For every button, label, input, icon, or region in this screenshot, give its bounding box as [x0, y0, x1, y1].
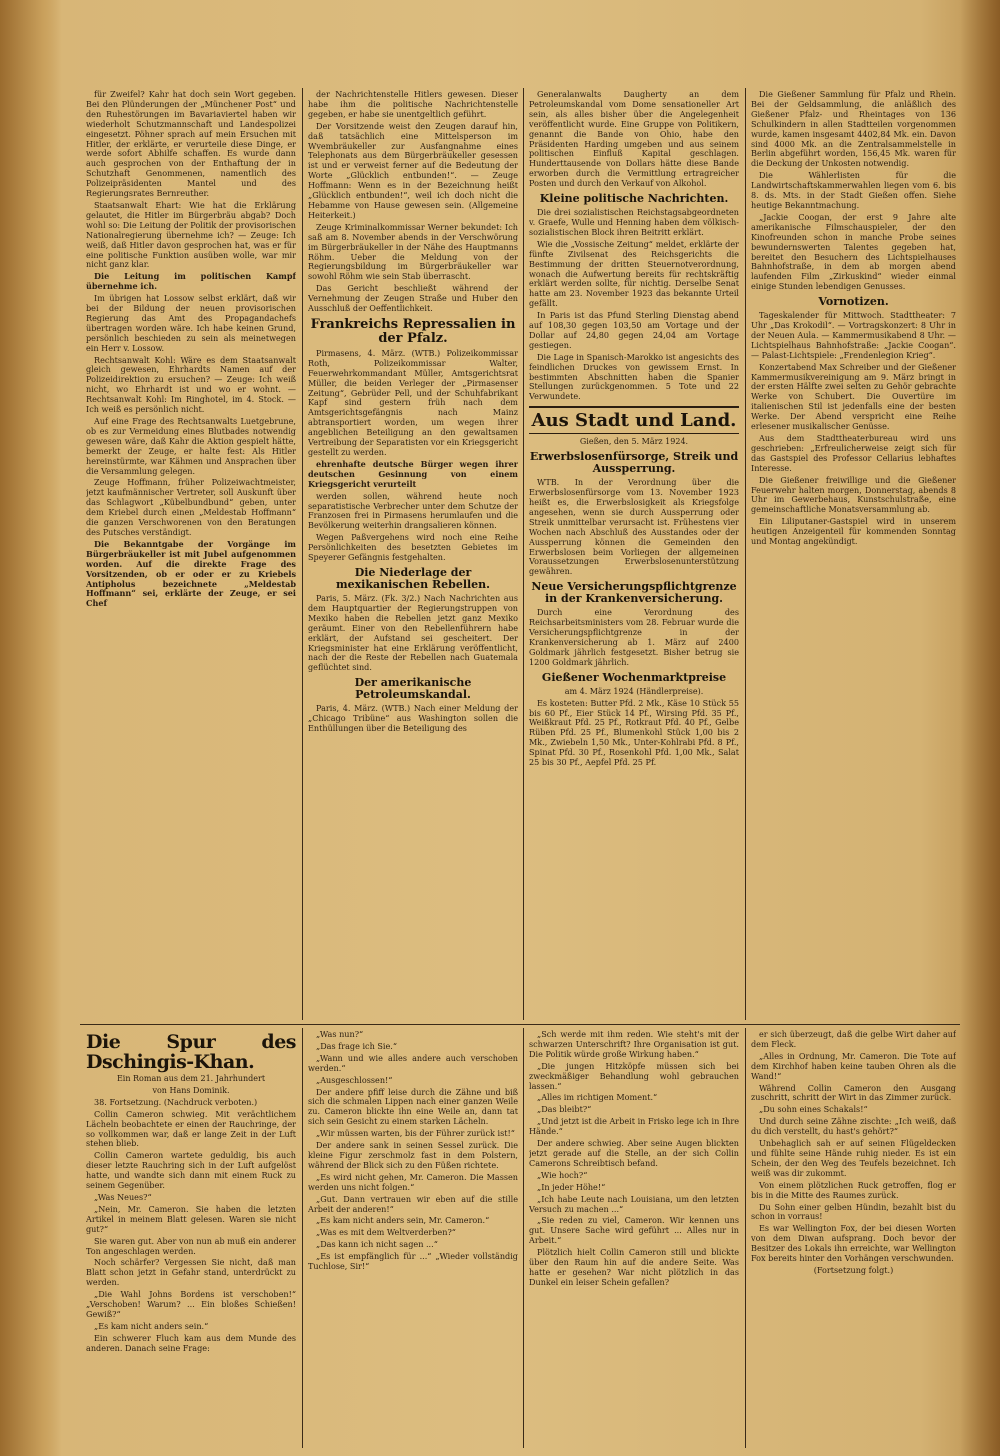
serial-paragraph: Es war Wellington Fox, der bei diesen Worten von dem Diwan aufsprang. Doch bevor der Besitzer des Lokals ihn erreichte, war Wellington Fox bereits hinter den Vorhängen verschwunden. — [751, 1223, 956, 1264]
article-paragraph: werden sollen, während heute noch separatistische Verbrecher unter dem Schutze der Franzosen frei in Pirmasens herumlaufen und die Bevölkerung weiterhin drangsalieren können. — [308, 490, 518, 531]
article-paragraph: Die Gießener freiwillige und die Gießener Feuerwehr halten morgen, Donnerstag, abends 8 Uhr im Gewerbehaus, Kunstschulstraße, eine gemeinschaftliche Monatsversammlung ab. — [751, 474, 956, 515]
page-edge-right — [960, 0, 1000, 1456]
serial-paragraph: „Es kam nicht anders sein, Mr. Cameron.“ — [316, 1215, 490, 1226]
serial-paragraph: „Und jetzt ist die Arbeit in Frisko lege ich in Ihre Hände.“ — [529, 1116, 739, 1137]
serial-paragraph: „Ich habe Leute nach Louisiana, um den letzten Versuch zu machen ...“ — [529, 1193, 739, 1214]
serial-paragraph: Ein schwerer Fluch kam aus dem Munde des anderen. Danach seine Frage: — [86, 1332, 296, 1353]
serial-column-3 — [529, 1030, 739, 1448]
article-heading: Neue Versicherungspflichtgrenze in der Krankenversicherung. — [531, 580, 737, 606]
serial-installment: 38. Fortsetzung. (Nachdruck verboten.) — [94, 1096, 258, 1107]
serial-paragraph: „Wir müssen warten, bis der Führer zurück ist!“ — [316, 1128, 515, 1139]
article-paragraph: Auf eine Frage des Rechtsanwalts Luetgebrune, ob es zur Vermeidung eines Blutbades notwendig gewesen wäre, daß Kahr die Aktion gespielt hätte, bemerkt der Zeuge, er halte fest: Als Hitler hereinstürmte, war Kähmen und Ansprachen über die Versammlung gelegen. — [86, 416, 296, 476]
article-paragraph: Im übrigen hat Lossow selbst erklärt, daß wir bei der Bildung der neuen provisorischen Regierung das Amt des Propagandachefs übertragen worden wäre. Ich habe keinen Grund, persönlich beschieden zu sein als meinetwegen ein Herr v. Lossow. — [86, 293, 296, 353]
serial-paragraph: „Nein, Mr. Cameron. Sie haben die letzten Artikel in meinem Blatt gelesen. Waren sie nicht gut?“ — [86, 1203, 296, 1234]
column-rule — [302, 88, 303, 1020]
column-4 — [751, 90, 956, 1020]
section-heading: Aus Stadt und Land. — [529, 406, 739, 434]
column-rule — [523, 88, 524, 1020]
serial-paragraph: Collin Cameron wartete geduldig, bis auch dieser letzte Rauchring sich in der Luft aufgelöst hatte, und wandte sich dann mit einem Ruck zu seinem Gegenüber. — [86, 1150, 296, 1191]
column-3 — [529, 90, 739, 1020]
article-paragraph: In Paris ist das Pfund Sterling Dienstag abend auf 108,30 gegen 103,50 am Vortage und der Dollar auf 24,80 gegen 24,04 am Vortage gestiegen. — [529, 310, 739, 350]
serial-continuation: (Fortsetzung folgt.) — [813, 1264, 894, 1275]
article-paragraph: Pirmasens, 4. März. (WTB.) Polizeikommissar Roth, Polizeikommissar Walter, Feuerwehrkommandant Müller, Amtsgerichtsrat Müller, die beiden Verleger der „Pirmasenser Zeitung“, Gebrüder Pell, und der Schuhfabrikant Kapf sind gestern früh nach dem Amtsgerichtsgefängnis nach Mainz abtransportiert worden, um wegen ihrer angeblichen Beteiligung an den gewaltsamen Vertreibung der Separatisten vor ein Kriegsgericht gestellt zu werden. — [308, 347, 518, 457]
serial-paragraph: er sich überzeugt, daß die gelbe Wirt daher auf dem Fleck. — [751, 1030, 956, 1049]
article-paragraph: Die drei sozialistischen Reichstagsabgeordneten v. Graefe, Wulle und Henning haben dem völkisch-sozialistischen Block ihren Beitritt erklärt. — [529, 207, 739, 237]
serial-paragraph: Der andere pfiff leise durch die Zähne und biß sich die schmalen Lippen nach einer ganzen Weile zu. Cameron blickte ihn eine Weile an, dann tat sich sein Gesicht zu einem starken Lächeln. — [308, 1086, 518, 1127]
serial-paragraph: „Gut. Dann vertrauen wir eben auf die stille Arbeit der anderen!“ — [308, 1193, 518, 1214]
column-rule — [523, 1028, 524, 1448]
article-heading: Frankreichs Repressalien in der Pfalz. — [310, 316, 516, 346]
serial-paragraph: „Alles in Ordnung, Mr. Cameron. Die Tote auf dem Kirchhof haben keine tauben Ohren als die Wand!“ — [751, 1050, 956, 1081]
serial-paragraph: „Sie reden zu viel, Cameron. Wir kennen uns gut. Unsere Sache wird geführt ... Alles nur in Arbeit.“ — [529, 1215, 739, 1246]
serial-column-4 — [751, 1030, 956, 1448]
serial-paragraph: „Es kam nicht anders sein.“ — [94, 1320, 209, 1331]
article-heading: Gießener Wochenmarktpreise — [541, 670, 727, 684]
feuilleton-rule — [80, 1024, 960, 1025]
article-paragraph: Wegen Paßvergehens wird noch eine Reihe Persönlichkeiten des besetzten Gebietes im Speyerer Gefängnis festgehalten. — [308, 532, 518, 563]
article-paragraph: Das Gericht beschließt während der Vernehmung der Zeugen Straße und Huber den Ausschluß der Oeffentlichkeit. — [308, 283, 518, 314]
article-subheading: am 4. März 1924 (Händlerpreise). — [564, 686, 704, 696]
column-1 — [86, 90, 296, 1020]
serial-paragraph: Du Sohn einer gelben Hündin, bezahlt bist du schon in vorraus! — [751, 1201, 956, 1222]
serial-paragraph: Unbehaglich sah er auf seinen Flügeldecken und fühlte seine Hände ruhig nieder. Es ist ein Schein, der den Weg des Teufels bezeichnet. Ich weiß was dir zukommt. — [751, 1138, 956, 1178]
article-heading: Vornotizen. — [818, 295, 889, 309]
article-paragraph: Wie die „Vossische Zeitung“ meldet, erklärte der fünfte Zivilsenat des Reichsgerichts die Bestimmung der dritten Steuernotverordnung, wonach die Aufwertung bereits für rechtskräftig erklärt werden sollte, für nichtig. Derselbe Senat hatte am 23. November 1923 das bekannte Urteil gefällt. — [529, 238, 739, 309]
serial-title: Die Spur des Dschingis-Khan. — [86, 1031, 296, 1073]
article-paragraph: ehrenhafte deutsche Bürger wegen ihrer deutschen Gesinnung von einem Kriegsgericht verurteilt — [308, 458, 518, 489]
serial-paragraph: „Was nun?“ — [316, 1030, 364, 1039]
article-paragraph: Staatsanwalt Ehart: Wie hat die Erklärung gelautet, die Hitler im Bürgerbräu abgab? Doch wohl so: Die Leitung der Politik der provisorischen Nationalregierung übernehme ich? — Zeuge: Ich weiß, daß Hitler davon gesprochen hat, was er für eine politische Funktion ausüben wolle, war mir nicht ganz klar. — [86, 199, 296, 270]
article-heading: Die Niederlage der mexikanischen Rebellen. — [335, 565, 491, 591]
column-rule — [745, 88, 746, 1020]
article-heading: Kleine politische Nachrichten. — [539, 192, 729, 206]
article-paragraph: Tageskalender für Mittwoch. Stadttheater: 7 Uhr „Das Krokodil“. — Vortragskonzert: 8 Uhr in der Neuen Aula. — Kammermusikabend 8 Uhr. — Lichtspielhaus Bahnhofstraße: „Jackie Coogan“. — Palast-Lichtspiele: „Frendenlegion Krieg“. — [751, 310, 956, 360]
article-paragraph: Paris, 4. März. (WTB.) Nach einer Meldung der „Chicago Tribüne“ aus Washington sollen die Enthüllungen über die Beteiligung des — [308, 703, 518, 734]
serial-paragraph: „In jeder Höhe!“ — [537, 1181, 606, 1192]
article-paragraph: Generalanwalts Daugherty an dem Petroleumskandal vom Dome sensationeller Art sein, als alles bisher über die Angelegenheit veröffentlicht wurde. Eine Gruppe von Politikern, genannt die Bande von Ohio, habe den Präsidenten Harding umgeben und aus seinem politischen Einfluß Kapital geschlagen. Hunderttausende von Dollars hätte diese Bande erworben durch die Vermittlung ertragreicher Posten und durch den Verkauf von Alkohol. — [529, 90, 739, 189]
article-paragraph: Zeuge Kriminalkommissar Werner bekundet: Ich saß am 8. November abends in der Verschwörung im Bürgerbräukeller in der Nähe des Hauptmanns Röhm. Ueber die Meldung von der Regierungsbildung im Bürgerbräukeller war sowohl Röhm wie sein Stab überrascht. — [308, 221, 518, 282]
article-paragraph: Die Lage in Spanisch-Marokko ist angesichts des feindlichen Druckes von gewissem Ernst. In bestimmten Abschnitten haben die Spanier Stellungen zurückgenommen. 5 Tote und 22 Verwundete. — [529, 351, 739, 402]
article-paragraph: Ein Liliputaner-Gastspiel wird in unserem heutigen Anzeigenteil für kommenden Sonntag und Montag angekündigt. — [751, 516, 956, 547]
article-paragraph: Die Bekanntgabe der Vorgänge im Bürgerbräukeller ist mit Jubel aufgenommen worden. Auf die direkte Frage des Vorsitzenden, ob er oder er zu Kriebels Antipholus bezeichnete „Meldestab Hoffmann“ sei, erklärte der Zeuge, er sei Chef — [86, 538, 296, 609]
article-paragraph: für Zweifel? Kahr hat doch sein Wort gegeben. Bei den Plünderungen der „Münchener Post“ und den Ruhestörungen im Bavariaviertel haben wir wiederholt Schutzmannschaft und Landespolizei eingesetzt. Pöhner sprach auf mein Ersuchen mit Hitler, der erklärte, er verurteile diese Dinge, er werde sofort Abhilfe schaffen. Es wurde dann auch gesprochen von der Enthaftung der in Schutzhaft Genommenen, namentlich des Polizeipräsidenten Mantel und des Regierungsrates Bernreuther. — [86, 90, 296, 199]
page-edge-left — [0, 0, 62, 1456]
serial-paragraph: Plötzlich hielt Collin Cameron still und blickte über den Raum hin auf die andere Seite. Was hatte er gesehen? War nicht plötzlich in das Dunkel ein leiser Schein gefallen? — [529, 1247, 739, 1287]
serial-author: von Hans Dominik. — [152, 1085, 230, 1095]
dateline: Gießen, den 5. März 1924. — [579, 437, 689, 447]
serial-paragraph: „Ausgeschlossen!“ — [316, 1074, 393, 1085]
serial-paragraph: „Das kann ich nicht sagen ...“ — [316, 1239, 438, 1250]
article-paragraph: Rechtsanwalt Kohl: Wäre es dem Staatsanwalt gleich gewesen, Ehrhardts Namen auf der Polizeidirektion zu ersuchen? — Zeuge: Ich weiß nicht, wo Ehrhardt ist und wo er wohnt. — Rechtsanwalt Kohl: Im Ringhotel, im 4. Stock. — Ich weiß es persönlich nicht. — [86, 354, 296, 415]
serial-column-1 — [86, 1030, 296, 1448]
article-paragraph: Durch eine Verordnung des Reichsarbeitsministers vom 28. Februar wurde die Versicherungspflichtgrenze in der Krankenversicherung ab 1. März auf 2400 Goldmark jährlich festgesetzt. Bisher betrug sie 1200 Goldmark jährlich. — [529, 607, 739, 667]
serial-paragraph: Collin Cameron schwieg. Mit verächtlichem Lächeln beobachtete er einen der Rauchringe, der so vollkommen war, daß er lange Zeit in der Luft stehen blieb. — [86, 1108, 296, 1149]
article-paragraph: der Nachrichtenstelle Hitlers gewesen. Dieser habe ihm die politische Nachrichtenstelle gegeben, er habe sie unentgeltlich geführt. — [308, 90, 518, 119]
serial-paragraph: Von einem plötzlichen Ruck getroffen, flog er bis in die Mitte des Raumes zurück. — [751, 1179, 956, 1200]
article-paragraph: Es kosteten: Butter Pfd. 2 Mk., Käse 10 Stück 55 bis 60 Pf., Eier Stück 14 Pf., Wirsing Pfd. 35 Pf., Weißkraut Pfd. 25 Pf., Rotkraut Pfd. 40 Pf., Gelbe Rüben Pfd. 25 Pf., Blumenkohl Stück 1,00 bis 2 Mk., Zwiebeln 1,50 Mk., Unter-Kohlrabi Pfd. 8 Pf., Spinat Pfd. 30 Pf., Rosenkohl Pfd. 1,00 Mk., Salat 25 bis 30 Pf., Aepfel Pfd. 25 Pf. — [529, 697, 739, 768]
article-paragraph: Paris, 5. März. (Fk. 3/2.) Nach Nachrichten aus dem Hauptquartier der Regierungstruppen von Mexiko haben die Rebellen jetzt ganz Mexiko geräumt. Einer von den Rebellenführern habe erklärt, der Aufstand sei gescheitert. Der Kriegsminister hat eine Erklärung veröffentlicht, nach der die Reste der Rebellen nach Guatemala geflüchtet sind. — [308, 592, 518, 673]
column-rule — [302, 1028, 303, 1448]
serial-paragraph: „Alles im richtigen Moment.“ — [537, 1092, 658, 1103]
serial-paragraph: „Es wird nicht gehen, Mr. Cameron. Die Massen werden uns nicht folgen.“ — [308, 1171, 518, 1192]
serial-paragraph: Und durch seine Zähne zischte: „Ich weiß, daß du dich verstellt, du hast's gehört?“ — [751, 1116, 956, 1137]
serial-paragraph: Der andere schwieg. Aber seine Augen blickten jetzt gerade auf die Stelle, an der sich Collin Camerons Schreibtisch befand. — [529, 1138, 739, 1168]
serial-paragraph: „Wie hoch?“ — [537, 1169, 588, 1180]
serial-paragraph: „Was Neues?“ — [94, 1191, 152, 1202]
article-paragraph: Die Gießener Sammlung für Pfalz und Rhein. Bei der Geldsammlung, die anläßlich des Gießener Pfalz- und Rheintages von 136 Schulkindern in allen Stadtteilen vorgenommen wurde, kamen insgesamt 4402,84 Mk. ein. Davon sind 4000 Mk. an die Zentralsammelstelle in Berlin abgeführt worden, 156,45 Mk. waren für die Deckung der Unkosten notwendig. — [751, 90, 956, 169]
article-paragraph: Aus dem Stadttheaterbureau wird uns geschrieben: „Erfreulicherweise zeigt sich für das Gastspiel des Professor Cellarius lebhaftes Interesse. — [751, 433, 956, 473]
article-paragraph: WTB. In der Verordnung über die Erwerbslosenfürsorge vom 13. November 1923 heißt es, die Erwerbslosigkeit als Kriegsfolge angesehen, wenn sie durch Aussperrung oder Streik unmittelbar verursacht ist. Frühestens vier Wochen nach Abschluß des Ausstandes oder der Aussperrung können die Gemeinden den Erwerbslosen beim Vorliegen der allgemeinen Voraussetzungen Erwerbslosenunterstützung gewähren. — [529, 477, 739, 577]
serial-paragraph: Noch schärfer? Vergessen Sie nicht, daß man Blatt schon jetzt in Gefahr stand, unterdrückt zu werden. — [86, 1257, 296, 1288]
article-subhead: Die Leitung im politischen Kampf übernehme ich. — [86, 271, 296, 292]
serial-paragraph: „Wann und wie alles andere auch verschoben werden.“ — [308, 1052, 518, 1073]
serial-paragraph: „Das frage ich Sie.“ — [316, 1040, 398, 1051]
article-paragraph: Die Wählerlisten für die Landwirtschaftskammerwahlen liegen vom 6. bis 8. ds. Mts. in der Stadt Gießen offen. Siehe heutige Bekanntmachung. — [751, 170, 956, 210]
article-paragraph: Der Vorsitzende weist den Zeugen darauf hin, daß tatsächlich eine Mittelsperson im Wvembräukeller zur Ausfangnahme eines Telephonats aus dem Bürgerbräukeller gesessen ist und er verweist ferner auf die Bedeutung der Worte „Glücklich entbunden!“. — Zeuge Hoffmann: Wenn es in der Bezeichnung heißt „Glücklich entbunden!“, weil ich doch nicht die Hebamme von Hause gewesen sein. (Allgemeine Heiterkeit.) — [308, 120, 518, 220]
serial-paragraph: „Das bleibt?“ — [537, 1104, 592, 1115]
serial-subtitle: Ein Roman aus dem 21. Jahrhundert — [116, 1074, 266, 1083]
article-paragraph: Konzertabend Max Schreiber und der Gießener Kammermusikvereinigung am 9. März bringt in der ersten Hälfte zwei selten zu Gehör gebrachte Werke von Schubert. Die Ouvertüre im italienischen Stil ist jedenfalls eine der besten Werke. Der Abend verspricht eine Reihe erlesener musikalischer Genüsse. — [751, 361, 956, 432]
article-heading: Erwerbslosenfürsorge, Streik und Aussperrung. — [529, 450, 739, 476]
article-heading: Der amerikanische Petroleumskandal. — [354, 676, 472, 702]
serial-paragraph: „Die Wahl Johns Bordens ist verschoben!“ „Verschoben! Warum? ... Ein bloßes Schießen! Gewiß?“ — [86, 1289, 296, 1319]
serial-paragraph: „Was es mit dem Weltverderben?“ — [316, 1227, 456, 1238]
column-rule — [745, 1028, 746, 1448]
serial-paragraph: „Du sohn eines Schakals!“ — [759, 1104, 868, 1115]
article-paragraph: „Jackie Coogan, der erst 9 Jahre alte amerikanische Filmschauspieler, der den Kinofreunden schon in manche Probe seines bewundernswerten Talentes gegeben hat, bereitet den Besuchern des Lichtspielhauses Bahnhofstraße, in dem ab morgen abend laufenden Film „Zirkuskind“ wieder einmal einige Stunden lebendigen Genusses. — [751, 211, 956, 292]
serial-paragraph: Während Collin Cameron den Ausgang zuschritt, schritt der Wirt in das Zimmer zurück. — [751, 1082, 956, 1103]
serial-paragraph: „Sch werde mit ihm reden. Wie steht's mit der schwarzen Unterschrift? Ihre Organisation ist gut. Die Politik würde große Wirkung haben.“ — [529, 1030, 739, 1059]
column-2 — [308, 90, 518, 1020]
serial-paragraph: Sie waren gut. Aber von nun ab muß ein anderer Ton angeschlagen werden. — [86, 1235, 296, 1256]
serial-column-2 — [308, 1030, 518, 1448]
serial-paragraph: „Die jungen Hitzköpfe müssen sich bei zweckmäßiger Behandlung wohl gebrauchen lassen.“ — [529, 1060, 739, 1091]
article-paragraph: Zeuge Hoffmann, früher Polizeiwachtmeister, jetzt kaufmännischer Vertreter, soll Auskunft über das Schlagwort „Kübelbundbund“ geben, unter dem Kriebel durch einen „Meldestab Hoffmann“ die ganzen Verschworenen von den Beratungen des Putsches verständigt. — [86, 477, 296, 537]
serial-paragraph: Der andere sank in seinen Sessel zurück. Die kleine Figur zerschmolz fast in dem Polstern, während der Blick sich zu den Füßen richtete. — [308, 1140, 518, 1170]
serial-paragraph: „Es ist empfänglich für ...“ „Wieder vollständig Tuchlose, Sir!“ — [308, 1251, 518, 1272]
